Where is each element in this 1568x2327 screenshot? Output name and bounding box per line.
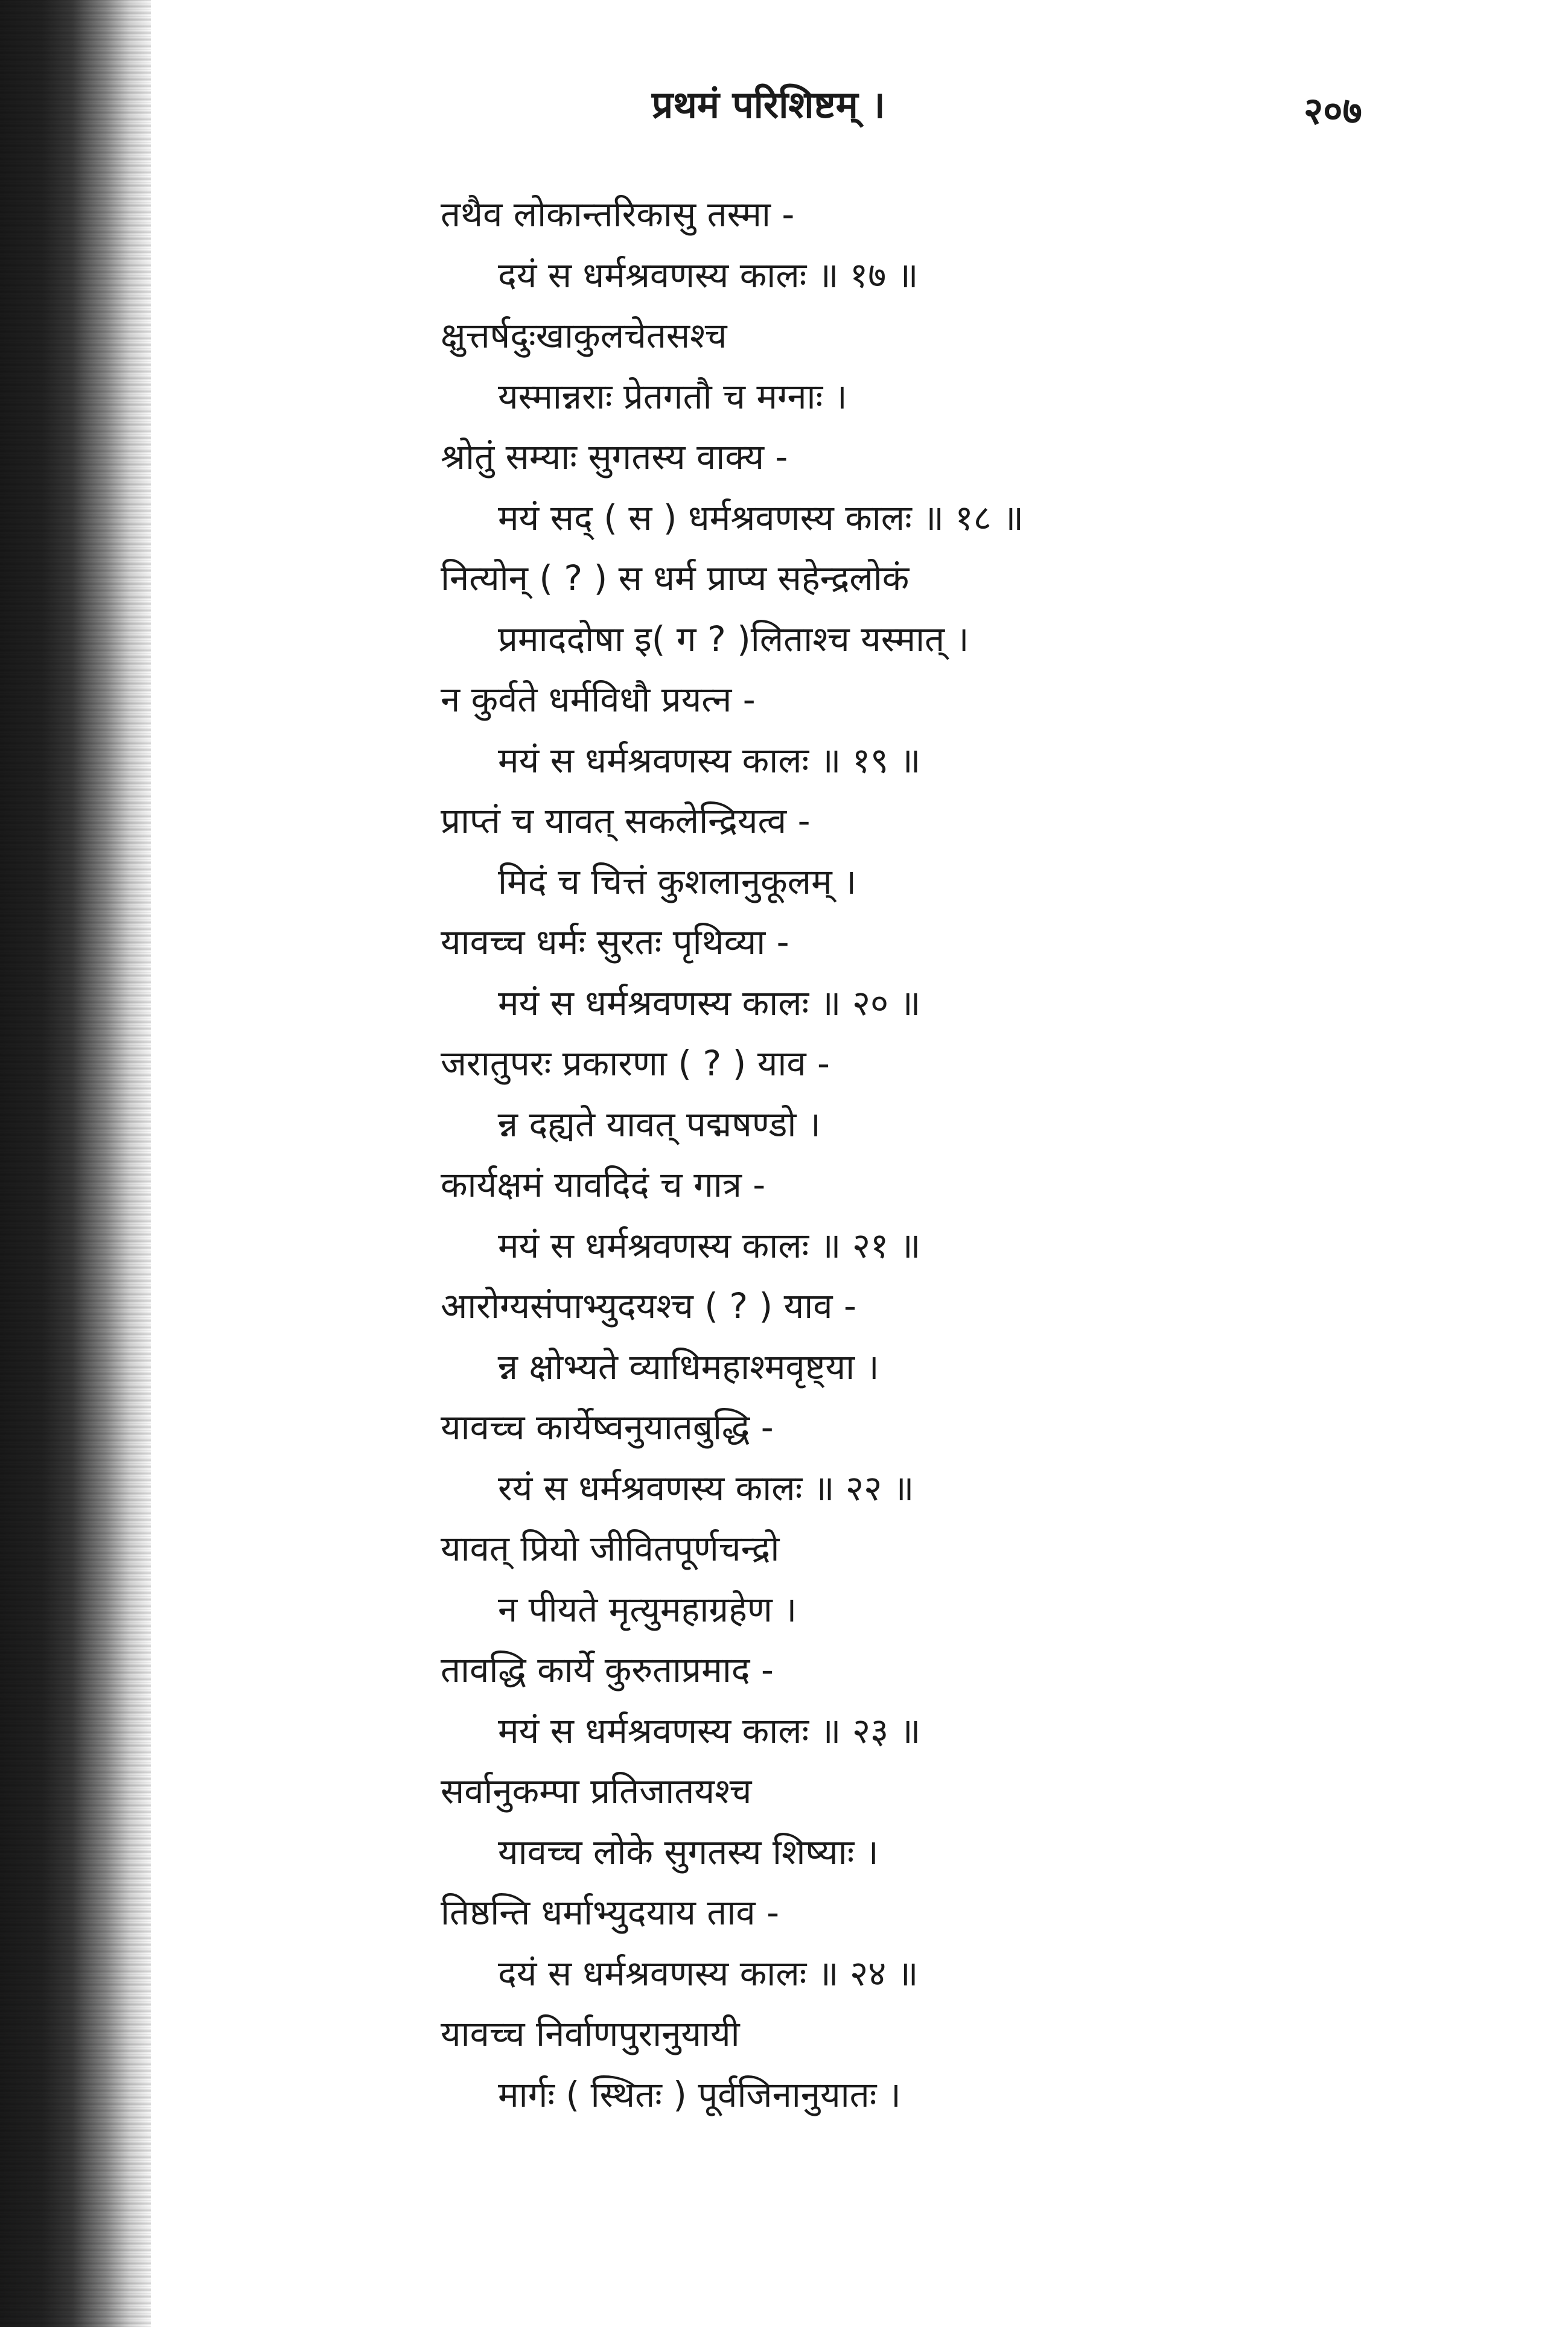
verse-line: यावच्च कार्येष्वनुयातबुद्धि -	[441, 1407, 774, 1448]
verse-line: प्राप्तं च यावत् सकलेन्द्रियत्व -	[441, 800, 811, 841]
verse-line: तथैव लोकान्तरिकासु तस्मा -	[441, 194, 795, 235]
verse-line: न्न क्षोभ्यते व्याधिमहाश्मवृष्ट्या ।	[498, 1346, 879, 1387]
verse-line: यावच्च लोके सुगतस्य शिष्याः ।	[498, 1831, 879, 1873]
running-head: प्रथमं परिशिष्टम् ।	[652, 83, 885, 127]
verse-line: क्षुत्तर्षदुःखाकुलचेतसश्च	[441, 315, 727, 356]
verse-line: कार्यक्षमं यावदिदं च गात्र -	[441, 1164, 766, 1205]
verse-line: मयं स धर्मश्रवणस्य कालः ॥ २१ ॥	[498, 1224, 921, 1266]
verse-line: मयं स धर्मश्रवणस्य कालः ॥ १९ ॥	[498, 739, 921, 781]
verse-line: यावच्च निर्वाणपुरानुयायी	[441, 2013, 740, 2054]
verse-line: मार्गः ( स्थितः ) पूर्वजिनानुयातः ।	[498, 2074, 901, 2115]
verse-line: न पीयते मृत्युमहाग्रहेण ।	[498, 1588, 797, 1630]
verse-line: मयं स धर्मश्रवणस्य कालः ॥ २३ ॥	[498, 1710, 921, 1751]
page-number: २०७	[1304, 89, 1362, 133]
scan-binding-shadow	[0, 0, 151, 2327]
verse-line: तावद्धि कार्ये कुरुताप्रमाद -	[441, 1649, 774, 1690]
verse-block	[441, 184, 1527, 2125]
verse-line: यावत् प्रियो जीवितपूर्णचन्द्रो	[441, 1528, 780, 1569]
verse-line: दयं स धर्मश्रवणस्य कालः ॥ २४ ॥	[498, 1952, 919, 1994]
verse-line: रयं स धर्मश्रवणस्य कालः ॥ २२ ॥	[498, 1467, 914, 1509]
verse-line: सर्वानुकम्पा प्रतिजातयश्च	[441, 1771, 752, 1812]
verse-line: नित्योन् ( ? ) स धर्म प्राप्य सहेन्द्रलोकं	[441, 558, 910, 599]
verse-line: यस्मान्नराः प्रेतगतौ च मग्नाः ।	[498, 375, 847, 417]
verse-line: जरातुपरः प्रकारणा ( ? ) याव -	[441, 1043, 830, 1084]
verse-line: तिष्ठन्ति धर्माभ्युदयाय ताव -	[441, 1892, 780, 1933]
verse-line: मयं स धर्मश्रवणस्य कालः ॥ २० ॥	[498, 982, 921, 1023]
verse-line: आरोग्यसंपाभ्युदयश्च ( ? ) याव -	[441, 1285, 856, 1326]
verse-line: श्रोतुं सम्याः सुगतस्य वाक्य -	[441, 436, 788, 477]
verse-line: यावच्च धर्मः सुरतः पृथिव्या -	[441, 922, 789, 963]
verse-line: प्रमाददोषा इ( ग ? )लिताश्च यस्मात् ।	[498, 618, 969, 660]
verse-line: न्न दह्यते यावत् पद्मषण्डो ।	[498, 1103, 821, 1145]
verse-line: मिदं च चित्तं कुशलानुकूलम् ।	[498, 861, 857, 902]
verse-line: न कुर्वते धर्मविधौ प्रयत्न -	[441, 679, 756, 720]
verse-line: दयं स धर्मश्रवणस्य कालः ॥ १७ ॥	[498, 254, 919, 296]
verse-line: मयं सद् ( स ) धर्मश्रवणस्य कालः ॥ १८ ॥	[498, 497, 1024, 538]
